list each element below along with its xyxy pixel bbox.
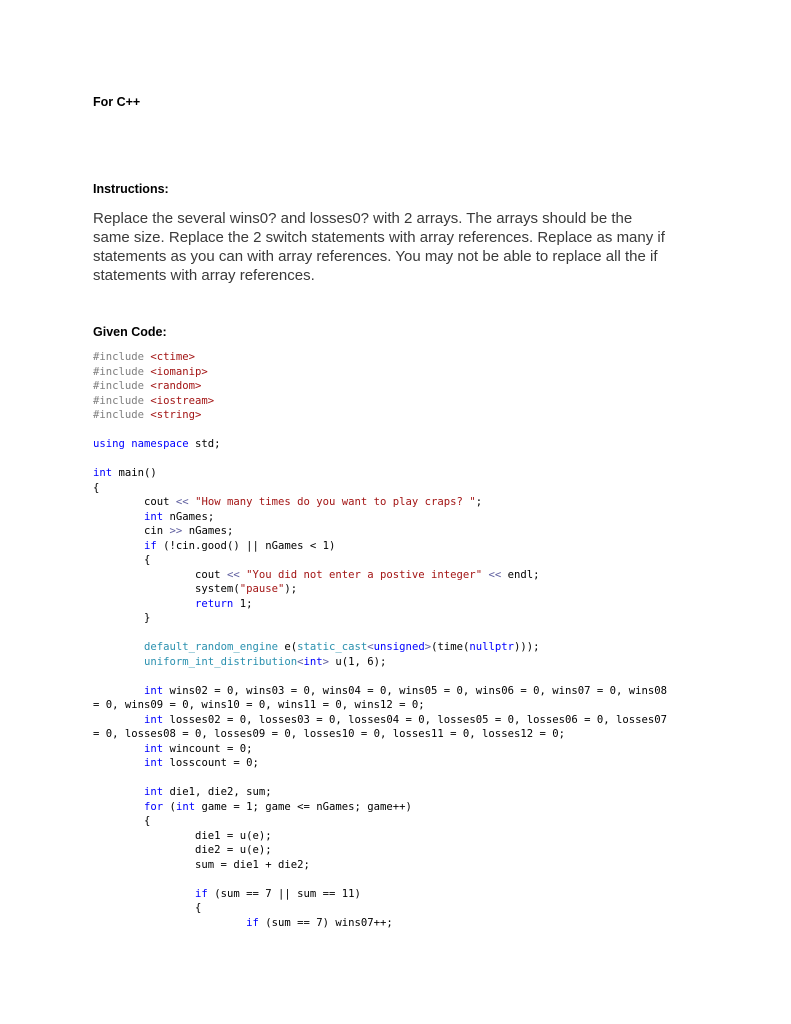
code-token: die1 = u(e);	[93, 829, 272, 842]
code-line	[93, 394, 667, 409]
code-line	[93, 800, 667, 815]
code-line	[93, 698, 667, 713]
code-token: losscount = 0;	[163, 757, 259, 769]
code-line	[93, 713, 667, 728]
code-token: #include	[93, 409, 151, 421]
code-token: <<	[482, 568, 502, 581]
code-token: nullptr	[469, 641, 515, 653]
code-line	[93, 408, 667, 423]
code-token: (sum == 7) wins07++;	[258, 916, 393, 929]
code-token: static_cast	[297, 641, 368, 653]
instructions-heading: Instructions:	[93, 182, 169, 196]
code-line	[93, 814, 667, 829]
code-token: int	[93, 684, 164, 697]
code-line	[93, 887, 667, 902]
code-token: cout	[93, 568, 227, 581]
code-token: int	[303, 655, 323, 668]
code-line	[93, 756, 667, 771]
code-token: die1, die2, sum;	[163, 786, 272, 798]
code-token: }	[93, 612, 151, 624]
code-token: int	[93, 757, 164, 769]
code-line	[93, 582, 667, 597]
given-code-heading: Given Code:	[93, 325, 167, 339]
code-token: );	[284, 583, 298, 595]
code-token: e(	[277, 641, 298, 653]
code-token: #include	[93, 351, 151, 363]
code-line	[93, 379, 667, 394]
instructions-paragraph	[93, 209, 693, 285]
code-token: <	[297, 655, 304, 668]
code-token: system(	[93, 583, 240, 595]
code-token: )));	[514, 641, 540, 653]
code-token: <iomanip>	[150, 365, 208, 378]
code-line	[93, 858, 667, 873]
code-token: <<	[226, 568, 240, 581]
code-line	[93, 611, 667, 626]
code-token: {	[93, 815, 151, 827]
code-token: if	[93, 916, 259, 929]
code-token: losses02 = 0, losses03 = 0, losses04 = 0, losses05 = 0, losses06 = 0, losses07	[163, 713, 668, 726]
code-line	[93, 481, 667, 496]
code-token: sum = die1 + die2;	[93, 858, 310, 871]
code-line	[93, 524, 667, 539]
code-token: <string>	[150, 409, 202, 421]
code-token: (	[163, 800, 176, 813]
code-blank-line	[93, 423, 667, 438]
code-token: cout	[93, 496, 176, 508]
code-line	[93, 785, 667, 800]
code-token: std;	[188, 438, 221, 450]
code-token: 1;	[233, 597, 253, 610]
code-token: = 0, losses08 = 0, losses09 = 0, losses10 = 0, losses11 = 0, losses12 = 0;	[93, 728, 565, 740]
code-token: #include	[93, 365, 151, 378]
code-token: (sum == 7 || sum == 11)	[207, 887, 361, 900]
code-line	[93, 901, 667, 916]
code-token: int	[175, 800, 196, 813]
instructions-line: statements as you can with array references. You may not be able to replace all the if	[93, 248, 658, 265]
code-line	[93, 350, 667, 365]
code-blank-line	[93, 626, 667, 641]
code-token: u(1, 6);	[329, 655, 387, 668]
code-line	[93, 510, 667, 525]
code-token: ;	[475, 496, 483, 508]
code-line	[93, 655, 667, 670]
instructions-line: Replace the several wins0? and losses0? with 2 arrays. The arrays should be the	[93, 210, 633, 227]
title-heading: For C++	[93, 95, 141, 109]
code-token: uniform_int_distribution	[144, 655, 298, 668]
code-token: die2 = u(e);	[93, 844, 272, 856]
code-line	[93, 727, 667, 742]
code-token: int	[93, 786, 164, 798]
code-line	[93, 597, 667, 612]
instructions-line: same size. Replace the 2 switch statements with array references. Replace as many if	[93, 229, 665, 246]
code-token: wincount = 0;	[163, 742, 253, 755]
code-token: return	[93, 597, 234, 610]
code-block	[93, 350, 667, 930]
code-token: int	[93, 467, 113, 479]
code-token	[93, 641, 144, 653]
code-line	[93, 829, 667, 844]
code-token: {	[93, 554, 151, 566]
code-token: int	[93, 742, 164, 755]
code-token: {	[93, 481, 100, 494]
code-token: int	[93, 713, 164, 726]
code-blank-line	[93, 771, 667, 786]
code-token: default_random_engine	[144, 641, 278, 653]
code-token: nGames;	[163, 510, 215, 523]
code-token: main()	[112, 467, 157, 479]
code-token: cin	[93, 525, 170, 537]
code-token: #include	[93, 394, 151, 407]
code-line	[93, 539, 667, 554]
instructions-line: statements with array references.	[93, 267, 315, 284]
code-token: <random>	[150, 380, 202, 392]
code-token: wins02 = 0, wins03 = 0, wins04 = 0, wins05 = 0, wins06 = 0, wins07 = 0, wins08	[163, 684, 668, 697]
code-token: <	[367, 641, 374, 653]
code-token: int	[93, 510, 164, 523]
code-token: >>	[169, 525, 183, 537]
code-line	[93, 916, 667, 931]
code-token: {	[93, 902, 202, 914]
code-token: <<	[175, 496, 189, 508]
code-token: for	[93, 800, 164, 813]
code-token: <iostream>	[150, 394, 215, 407]
code-line	[93, 466, 667, 481]
code-line	[93, 495, 667, 510]
code-token	[93, 656, 144, 668]
code-token: unsigned	[373, 641, 425, 653]
code-line	[93, 640, 667, 655]
code-token: game = 1; game <= nGames; game++)	[195, 800, 412, 813]
code-blank-line	[93, 872, 667, 887]
code-token: (!cin.good() || nGames < 1)	[156, 539, 336, 552]
code-token: >	[424, 641, 432, 653]
code-line	[93, 684, 667, 699]
code-line	[93, 568, 667, 583]
code-token: "pause"	[239, 583, 285, 595]
code-line	[93, 437, 667, 452]
code-blank-line	[93, 669, 667, 684]
code-line	[93, 742, 667, 757]
code-token: if	[93, 539, 157, 552]
code-blank-line	[93, 452, 667, 467]
code-token: >	[322, 655, 330, 668]
code-token: using namespace	[93, 438, 189, 450]
code-line	[93, 553, 667, 568]
code-token: if	[93, 887, 208, 900]
code-line	[93, 843, 667, 858]
code-token: "You did not enter a postive integer"	[239, 568, 483, 581]
code-token: endl;	[501, 568, 540, 581]
code-token: "How many times do you want to play craps? "	[188, 496, 476, 508]
code-token: nGames;	[182, 525, 234, 537]
code-line	[93, 365, 667, 380]
code-token: (time(	[431, 641, 470, 653]
code-token: #include	[93, 380, 151, 392]
code-token: <ctime>	[150, 351, 196, 363]
code-token: = 0, wins09 = 0, wins10 = 0, wins11 = 0, wins12 = 0;	[93, 699, 425, 711]
